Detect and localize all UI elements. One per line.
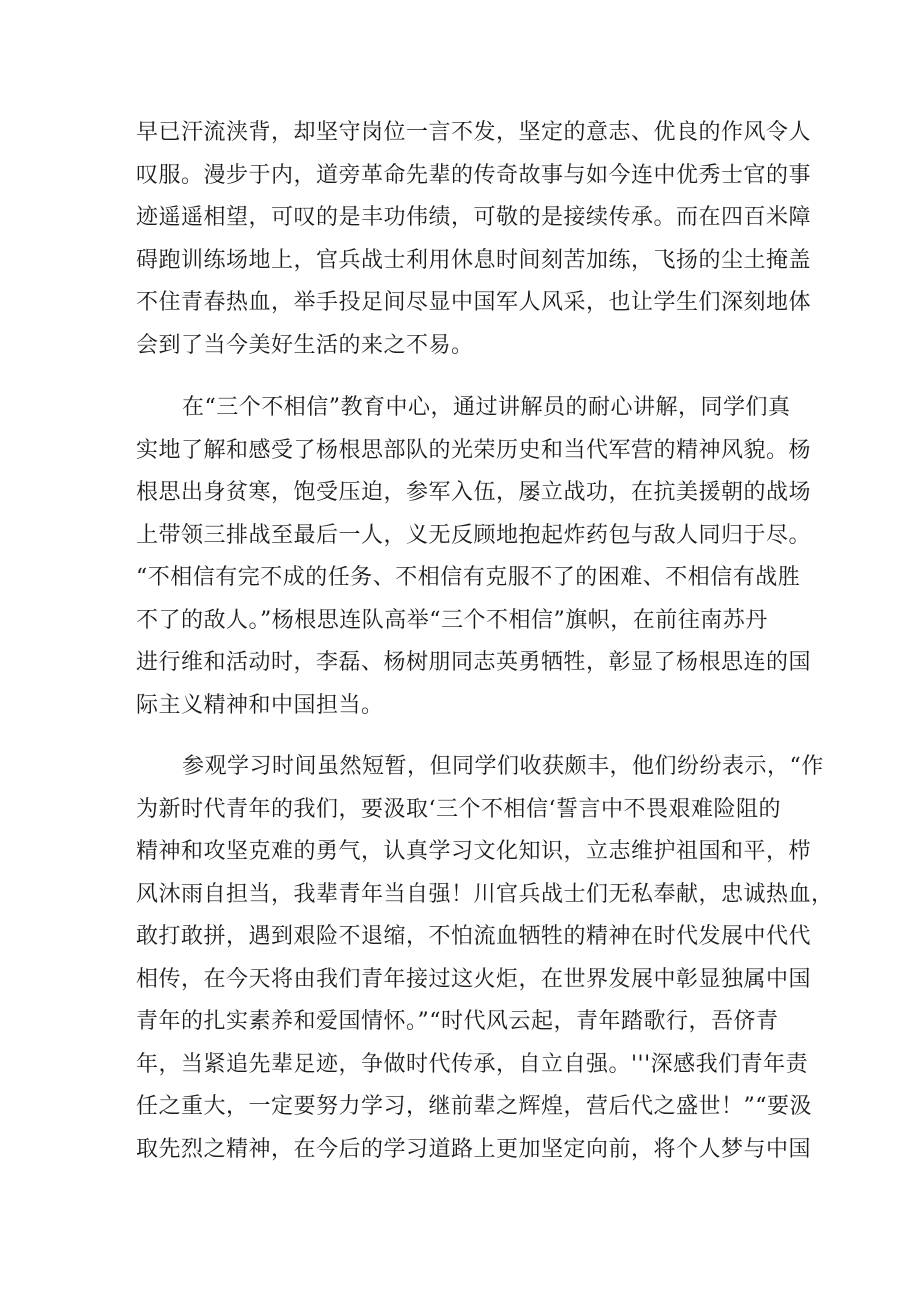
paragraph-line: 取先烈之精神，在今后的学习道路上更加坚定向前，将个人梦与中国 [136,1136,812,1162]
paragraph-line: 上带领三排战至最后一人，义无反顾地抱起炸药包与敌人同归于尽。 [136,522,812,548]
paragraph-line: 碍跑训练场地上，官兵战士利用休息时间刻苦加练，飞扬的尘土掩盖 [136,247,812,273]
paragraph-line: 在“三个不相信”教育中心，通过讲解员的耐心讲解，同学们真 [182,395,791,420]
paragraph-line: 风沐雨自担当，我辈青年当自强！川官兵战士们无私奉献，忠诚热血， [136,881,834,907]
paragraph-2 [136,387,812,727]
paragraph-1 [136,112,812,367]
paragraph-line: 参观学习时间虽然短暂，但同学们收获颇丰，他们纷纷表示，“作 [182,754,824,779]
paragraph-line: 进行维和活动时，李磊、杨树朋同志英勇牺牲，彰显了杨根思连的国 [136,650,812,675]
paragraph-3 [136,746,834,1171]
paragraph-line: 实地了解和感受了杨根思部队的光荣历史和当代军营的精神风貌。杨 [136,437,812,463]
paragraph-line: 年，当紧追先辈足迹，争做时代传承，自立自强。'''深感我们青年责 [136,1051,809,1077]
paragraph-line: 为新时代青年的我们，要汲取‘三个不相信‘誓言中不畏艰难险阻的 [136,796,781,822]
paragraph-line: 迹遥遥相望，可叹的是丰功伟绩，可敬的是接续传承。而在四百米障 [136,205,812,230]
paragraph-line: “不相信有完不成的任务、不相信有克服不了的困难、不相信有战胜 [136,565,801,590]
paragraph-line: 青年的扎实素养和爱国情怀。”“时代风云起，青年踏歌行，吾侪青 [136,1009,779,1034]
paragraph-line: 根思出身贫寒，饱受压迫，参军入伍，屡立战功，在抗美援朝的战场 [136,480,812,505]
paragraph-line: 不住青春热血，举手投足间尽显中国军人风采，也让学生们深刻地体 [136,290,812,315]
paragraph-line: 不了的敌人。”杨根思连队高举“三个不相信”旗帜，在前往南苏丹 [136,607,768,633]
paragraph-line: 相传，在今天将由我们青年接过这火炬，在世界发展中彰显独属中国 [136,966,812,992]
paragraph-line: 叹服。漫步于内，道旁革命先辈的传奇故事与如今连中优秀士官的事 [136,162,812,188]
paragraph-line: 际主义精神和中国担当。 [136,692,384,718]
paragraph-line: 敢打敢拼，遇到艰险不退缩，不怕流血牺牲的精神在时代发展中代代 [136,924,812,949]
paragraph-line: 会到了当今美好生活的来之不易。 [136,332,474,358]
paragraph-line: 精神和攻坚克难的勇气，认真学习文化知识，立志维护祖国和平，栉 [136,839,812,864]
paragraph-line: 早已汗流浃背，却坚守岗位一言不发，坚定的意志、优良的作风令人 [136,120,812,145]
paragraph-line: 任之重大，一定要努力学习，继前辈之辉煌，营后代之盛世！”“要汲 [136,1094,812,1119]
